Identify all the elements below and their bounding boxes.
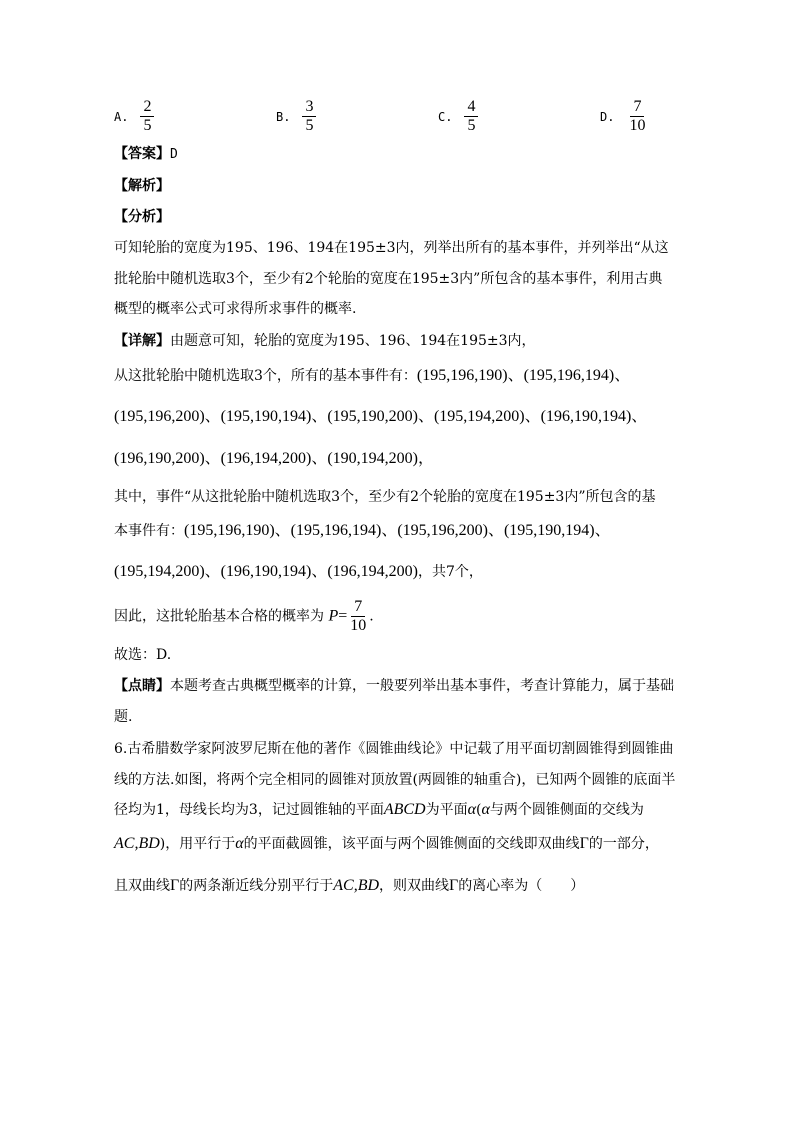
option-b — [276, 98, 316, 135]
alpha-symbol: α — [467, 801, 477, 818]
probability-symbol: P — [328, 607, 339, 625]
choice-line: 故选：D. — [114, 647, 172, 663]
gamma-symbol: Γ — [449, 877, 459, 894]
dianjing-text-line: 题. — [114, 709, 133, 725]
answer-label: 【答案】 — [114, 146, 170, 162]
qizhong-text: ，共7个， — [417, 564, 483, 580]
line-names: AC,BD — [333, 877, 380, 894]
alpha-symbol: α — [481, 801, 490, 818]
plane-name: ABCD — [383, 801, 426, 818]
option-letter: D. — [600, 109, 615, 124]
period: . — [369, 608, 374, 625]
xiangjie-line — [114, 331, 536, 351]
q6-text: 与两个圆锥侧面的交线为 — [489, 802, 644, 818]
fenxi-text-line: 概型的概率公式可求得所求事件的概率. — [114, 301, 357, 317]
option-letter: C. — [438, 109, 453, 124]
question-6-line-3 — [114, 800, 644, 820]
gamma-symbol: Γ — [170, 877, 180, 894]
answer-line — [114, 144, 178, 165]
option-fraction: $\frac{4}{5}$ — [464, 98, 478, 135]
option-letter: A. — [114, 109, 129, 124]
fenxi-label: 【分析】 — [114, 209, 170, 225]
option-fraction: $\frac{7}{10}$ — [629, 98, 646, 134]
xiangjie-line-2 — [114, 366, 630, 386]
xiangjie-text: 由题意可知，轮胎的宽度为195、196、194在195±3内， — [170, 333, 536, 349]
option-c — [438, 98, 478, 135]
xiangjie-label: 【详解】 — [114, 333, 170, 349]
math-tuples: (195,196,190)、(195,196,194)、 — [416, 367, 631, 384]
math-tuples: (195,196,200)、(195,190,194)、(195,190,200)、(195,194,200)、(196,190,194)、 — [114, 408, 648, 425]
math-tuples: (196,190,200)、(196,194,200)、(190,194,200)， — [114, 450, 434, 467]
probability-text: 因此，这批轮胎基本合格的概率为 — [114, 608, 324, 625]
q6-text: ，则双曲线 — [379, 878, 450, 894]
fenxi-text-line: 批轮胎中随机选取3个，至少有2个轮胎的宽度在195±3内”所包含的基本事件，利用古典 — [114, 271, 663, 287]
analysis-label: 【解析】 — [114, 178, 170, 194]
probability-line — [114, 598, 374, 635]
option-fraction: $\frac{2}{5}$ — [140, 98, 154, 135]
option-a — [114, 98, 154, 135]
q6-text: 为平面 — [425, 802, 468, 818]
qizhong-line-2 — [114, 521, 611, 541]
math-tuples: (195,196,190)、(195,196,194)、(195,196,200)、(195,190,194)、 — [184, 522, 611, 539]
q6-text: )，用平行于 — [159, 836, 236, 852]
q6-text: 的平面截圆锥，该平面与两个圆锥侧面的交线即双曲线 — [243, 836, 580, 852]
question-6-line: 6.古希腊数学家阿波罗尼斯在他的著作《圆锥曲线论》中记载了用平面切割圆锥得到圆锥曲 — [114, 741, 674, 757]
gamma-symbol: Γ — [579, 835, 589, 852]
qizhong-text: 本事件有： — [114, 523, 184, 539]
q6-text: ( — [476, 802, 482, 818]
dianjing-label: 【点睛】 — [114, 678, 170, 694]
fenxi-text-line: 可知轮胎的宽度为195、196、194在195±3内，列举出所有的基本事件，并列举出“从这 — [114, 240, 669, 256]
probability-fraction: $\frac{7}{10}$ — [350, 598, 367, 634]
option-letter: B. — [276, 109, 291, 124]
q6-text: 径均为1，母线长均为3，记过圆锥轴的平面 — [114, 802, 384, 818]
option-fraction: $\frac{3}{5}$ — [302, 98, 316, 135]
xiangjie-text: 从这批轮胎中随机选取3个，所有的基本事件有： — [114, 368, 417, 384]
equals-sign: = — [338, 607, 348, 625]
question-6-line-4 — [114, 834, 659, 854]
q6-text: 的一部分， — [588, 836, 659, 852]
line-names: AC,BD — [114, 835, 160, 852]
dianjing-text: 本题考查古典概型概率的计算，一般要列举出基本事件，考查计算能力，属于基础 — [170, 678, 674, 694]
qizhong-text-line: 其中，事件“从这批轮胎中随机选取3个，至少有2个轮胎的宽度在195±3内”所包含的基 — [114, 489, 656, 505]
option-d — [600, 98, 648, 135]
qizhong-line-3 — [114, 562, 483, 582]
math-tuples: (195,194,200)、(196,190,194)、(196,194,200) — [114, 563, 418, 580]
q6-text: 的两条渐近线分别平行于 — [179, 878, 334, 894]
question-6-line-5 — [114, 876, 584, 896]
question-6-line: 线的方法.如图，将两个完全相同的圆锥对顶放置(两圆锥的轴重合)，已知两个圆锥的底面半 — [114, 772, 676, 788]
answer-value: D — [170, 147, 178, 162]
alpha-symbol: α — [235, 835, 244, 852]
q6-text: 的离心率为（ ） — [458, 878, 585, 894]
q6-text: 且双曲线 — [114, 878, 170, 894]
dianjing-line — [114, 676, 674, 696]
